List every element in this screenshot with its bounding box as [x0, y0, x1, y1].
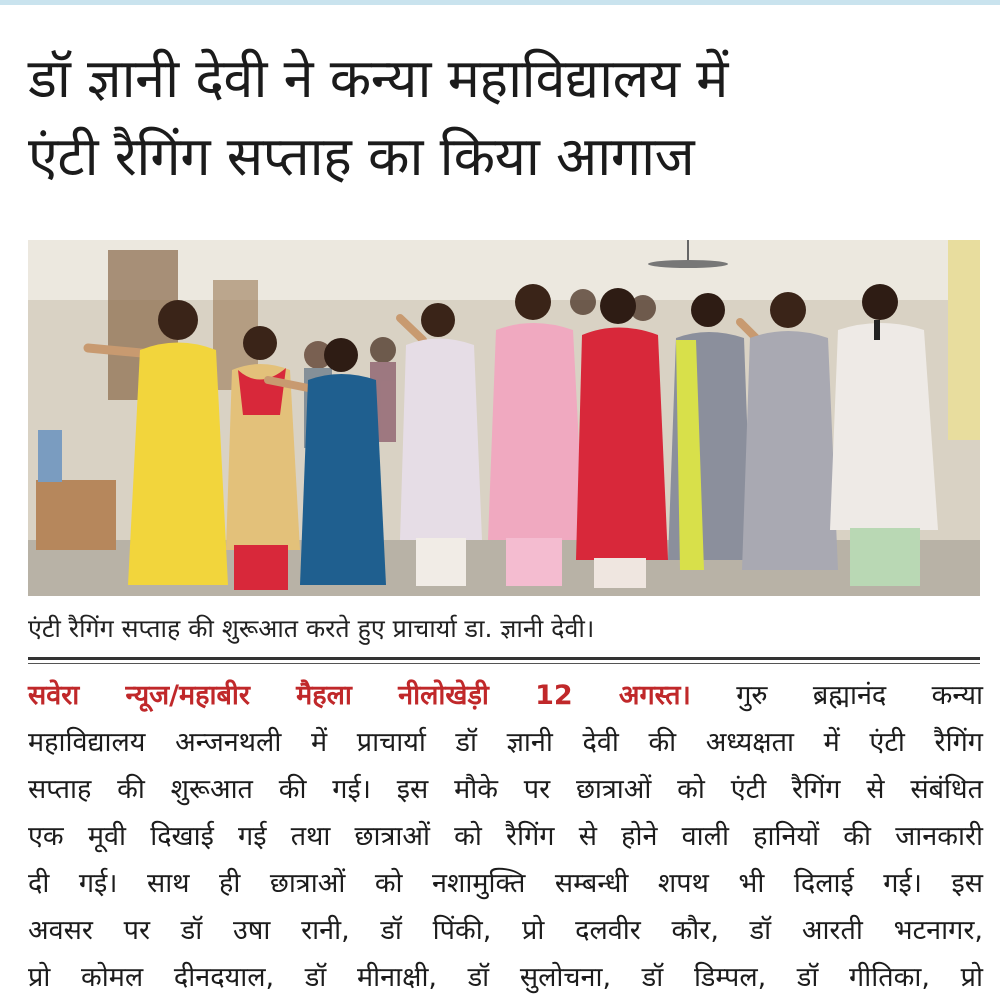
headline-line-2: एंटी रैगिंग सप्ताह का किया आगाज	[28, 125, 695, 188]
section-divider-thick	[28, 657, 980, 660]
article-body	[28, 672, 983, 1000]
article-line-6: अवसर पर डॉ उषा रानी, डॉ पिंकी, प्रो दलवीर कौर, डॉ आरती भटनागर,	[28, 915, 983, 946]
article-line-3: सप्ताह की शुरूआत की गई। इस मौके पर छात्राओं को एंटी रैगिंग से संबंधित	[28, 774, 983, 805]
article-line-4: एक मूवी दिखाई गई तथा छात्राओं को रैगिंग से होने वाली हानियों की जानकारी	[28, 821, 983, 852]
photo-fan	[648, 260, 728, 268]
article-line-2: महाविद्यालय अन्जनथली में प्राचार्या डॉ ज्ञानी देवी की अध्यक्षता में एंटी रैगिंग	[28, 727, 983, 758]
article-line-1	[28, 672, 983, 719]
section-divider-thin	[28, 663, 980, 664]
photo-table	[36, 480, 116, 550]
article-line-5: दी गई। साथ ही छात्राओं को नशामुक्ति सम्बन्धी शपथ भी दिलाई गई। इस	[28, 868, 983, 899]
photo-window-right	[948, 240, 980, 440]
news-photo	[28, 240, 980, 596]
news-photo-illustration	[28, 240, 980, 596]
top-border	[0, 0, 1000, 5]
article-line-7: प्रो कोमल दीनदयाल, डॉ मीनाक्षी, डॉ सुलोचना, डॉ डिम्पल, डॉ गीतिका, प्रो	[28, 962, 983, 993]
article-dateline: सवेरा न्यूज/महाबीर मैहला नीलोखेड़ी 12 अगस्त।	[28, 680, 691, 711]
photo-object	[38, 430, 62, 482]
article-line-1-text: गुरु ब्रह्मानंद कन्या	[736, 680, 983, 711]
headline-line-1: डॉ ज्ञानी देवी ने कन्या महाविद्यालय में	[28, 47, 728, 110]
photo-caption: एंटी रैगिंग सप्ताह की शुरूआत करते हुए प्राचार्या डा. ज्ञानी देवी।	[28, 614, 595, 643]
headline	[28, 40, 988, 196]
